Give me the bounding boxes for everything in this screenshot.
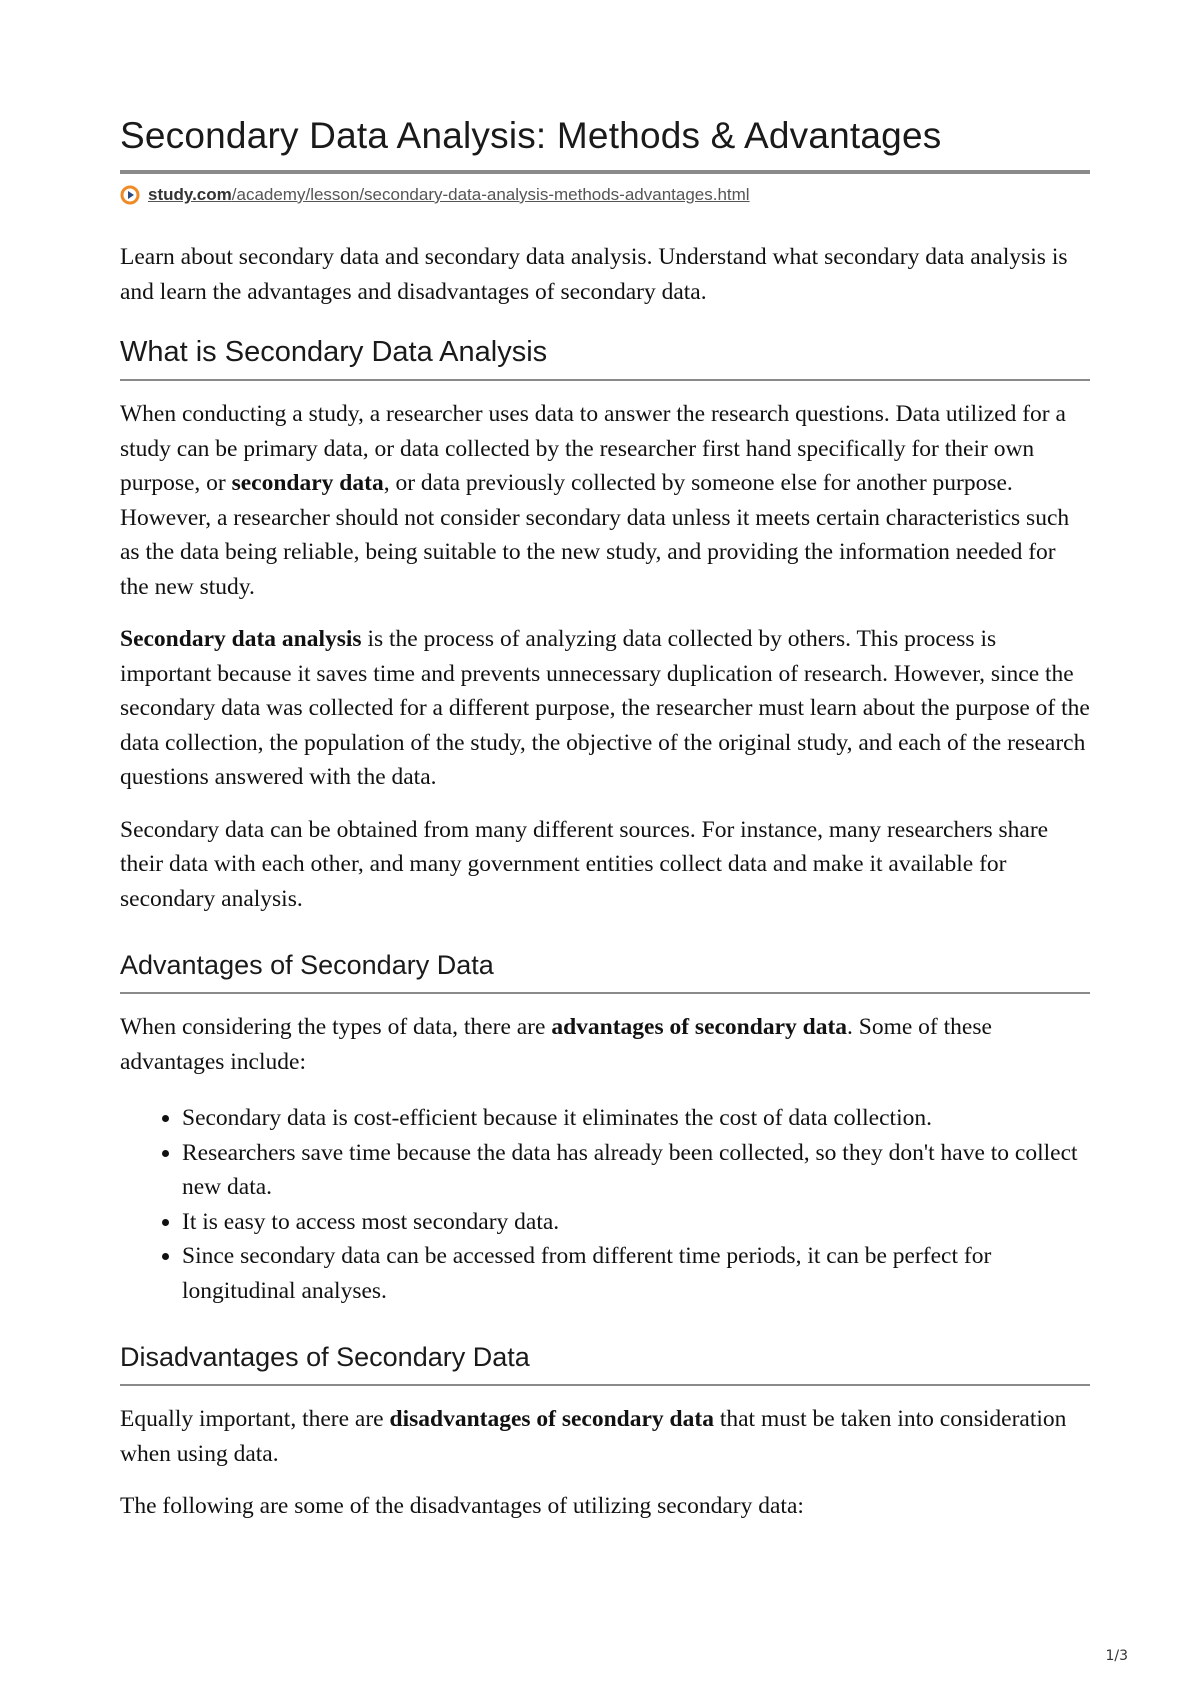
source-path: /academy/lesson/secondary-data-analysis-methods-advantages.html [231, 185, 750, 204]
section-heading-what-is: What is Secondary Data Analysis [120, 333, 1090, 381]
section3-paragraph-2: The following are some of the disadvantages of utilizing secondary data: [120, 1493, 804, 1519]
intro-paragraph: Learn about secondary data and secondary data analysis. Understand what secondary data analysis is and learn the advantages and disadvantages of secondary data. [120, 244, 1068, 305]
list-item: • Researchers save time because the data has already been collected, so they don't have to collect new data. [182, 1136, 1090, 1205]
list-item: • It is easy to access most secondary data. [182, 1205, 1090, 1240]
document-page [120, 100, 1090, 1524]
section-heading-advantages: Advantages of Secondary Data [120, 946, 1090, 994]
text-run: , or data previously collected by someone else for another purpose. However, a researcher should not consider secondary data unless it meets certain characteristics such as the data being reliable, being suitable to the new study, and providing the information needed for the new study. [120, 470, 1070, 600]
source-line [120, 180, 1090, 210]
text-run: . Some of these advantages include: [120, 1014, 992, 1075]
bold-term: secondary data [231, 470, 384, 496]
section3-paragraph-1 [120, 1402, 1090, 1471]
page-number: 1/3 [1105, 1648, 1128, 1664]
text-run: that must be taken into consideration when using data. [120, 1406, 1067, 1467]
bold-term: Secondary data analysis [120, 626, 362, 652]
text-run: When conducting a study, a researcher uses data to answer the research questions. Data utilized for a study can be primary data, or data collected by the researcher first hand specifically for their own purpose, or [120, 401, 1066, 496]
text-run: is the process of analyzing data collected by others. This process is important because it saves time and prevents unnecessary duplication of research. However, since the secondary data was collected for a different purpose, the researcher must learn about the purpose of the data collection, the population of the study, the objective of the original study, and each of the research questions answered with the data. [120, 626, 1090, 790]
study-com-logo-icon [120, 185, 140, 205]
page-title: Secondary Data Analysis: Methods & Advantages [120, 112, 1090, 174]
list-item: • Secondary data is cost-efficient because it eliminates the cost of data collection. [182, 1101, 1090, 1136]
section2-paragraph-1 [120, 1010, 1090, 1079]
advantages-list [120, 1101, 1090, 1308]
text-run: When considering the types of data, there are [120, 1014, 552, 1040]
source-domain: study.com [148, 185, 232, 204]
text-run: Equally important, there are [120, 1406, 390, 1432]
section1-paragraph-2 [120, 622, 1090, 795]
source-link[interactable] [148, 185, 750, 205]
section1-paragraph-3: Secondary data can be obtained from many different sources. For instance, many researchers share their data with each other, and many government entities collect data and make it available for secondary analysis. [120, 816, 1049, 912]
section-heading-disadvantages: Disadvantages of Secondary Data [120, 1338, 1090, 1386]
section1-paragraph-1 [120, 397, 1090, 604]
bold-term: advantages of secondary data [551, 1014, 848, 1040]
list-item: • Since secondary data can be accessed from different time periods, it can be perfect for longitudinal analyses. [182, 1239, 1090, 1308]
bold-term: disadvantages of secondary data [389, 1406, 714, 1432]
